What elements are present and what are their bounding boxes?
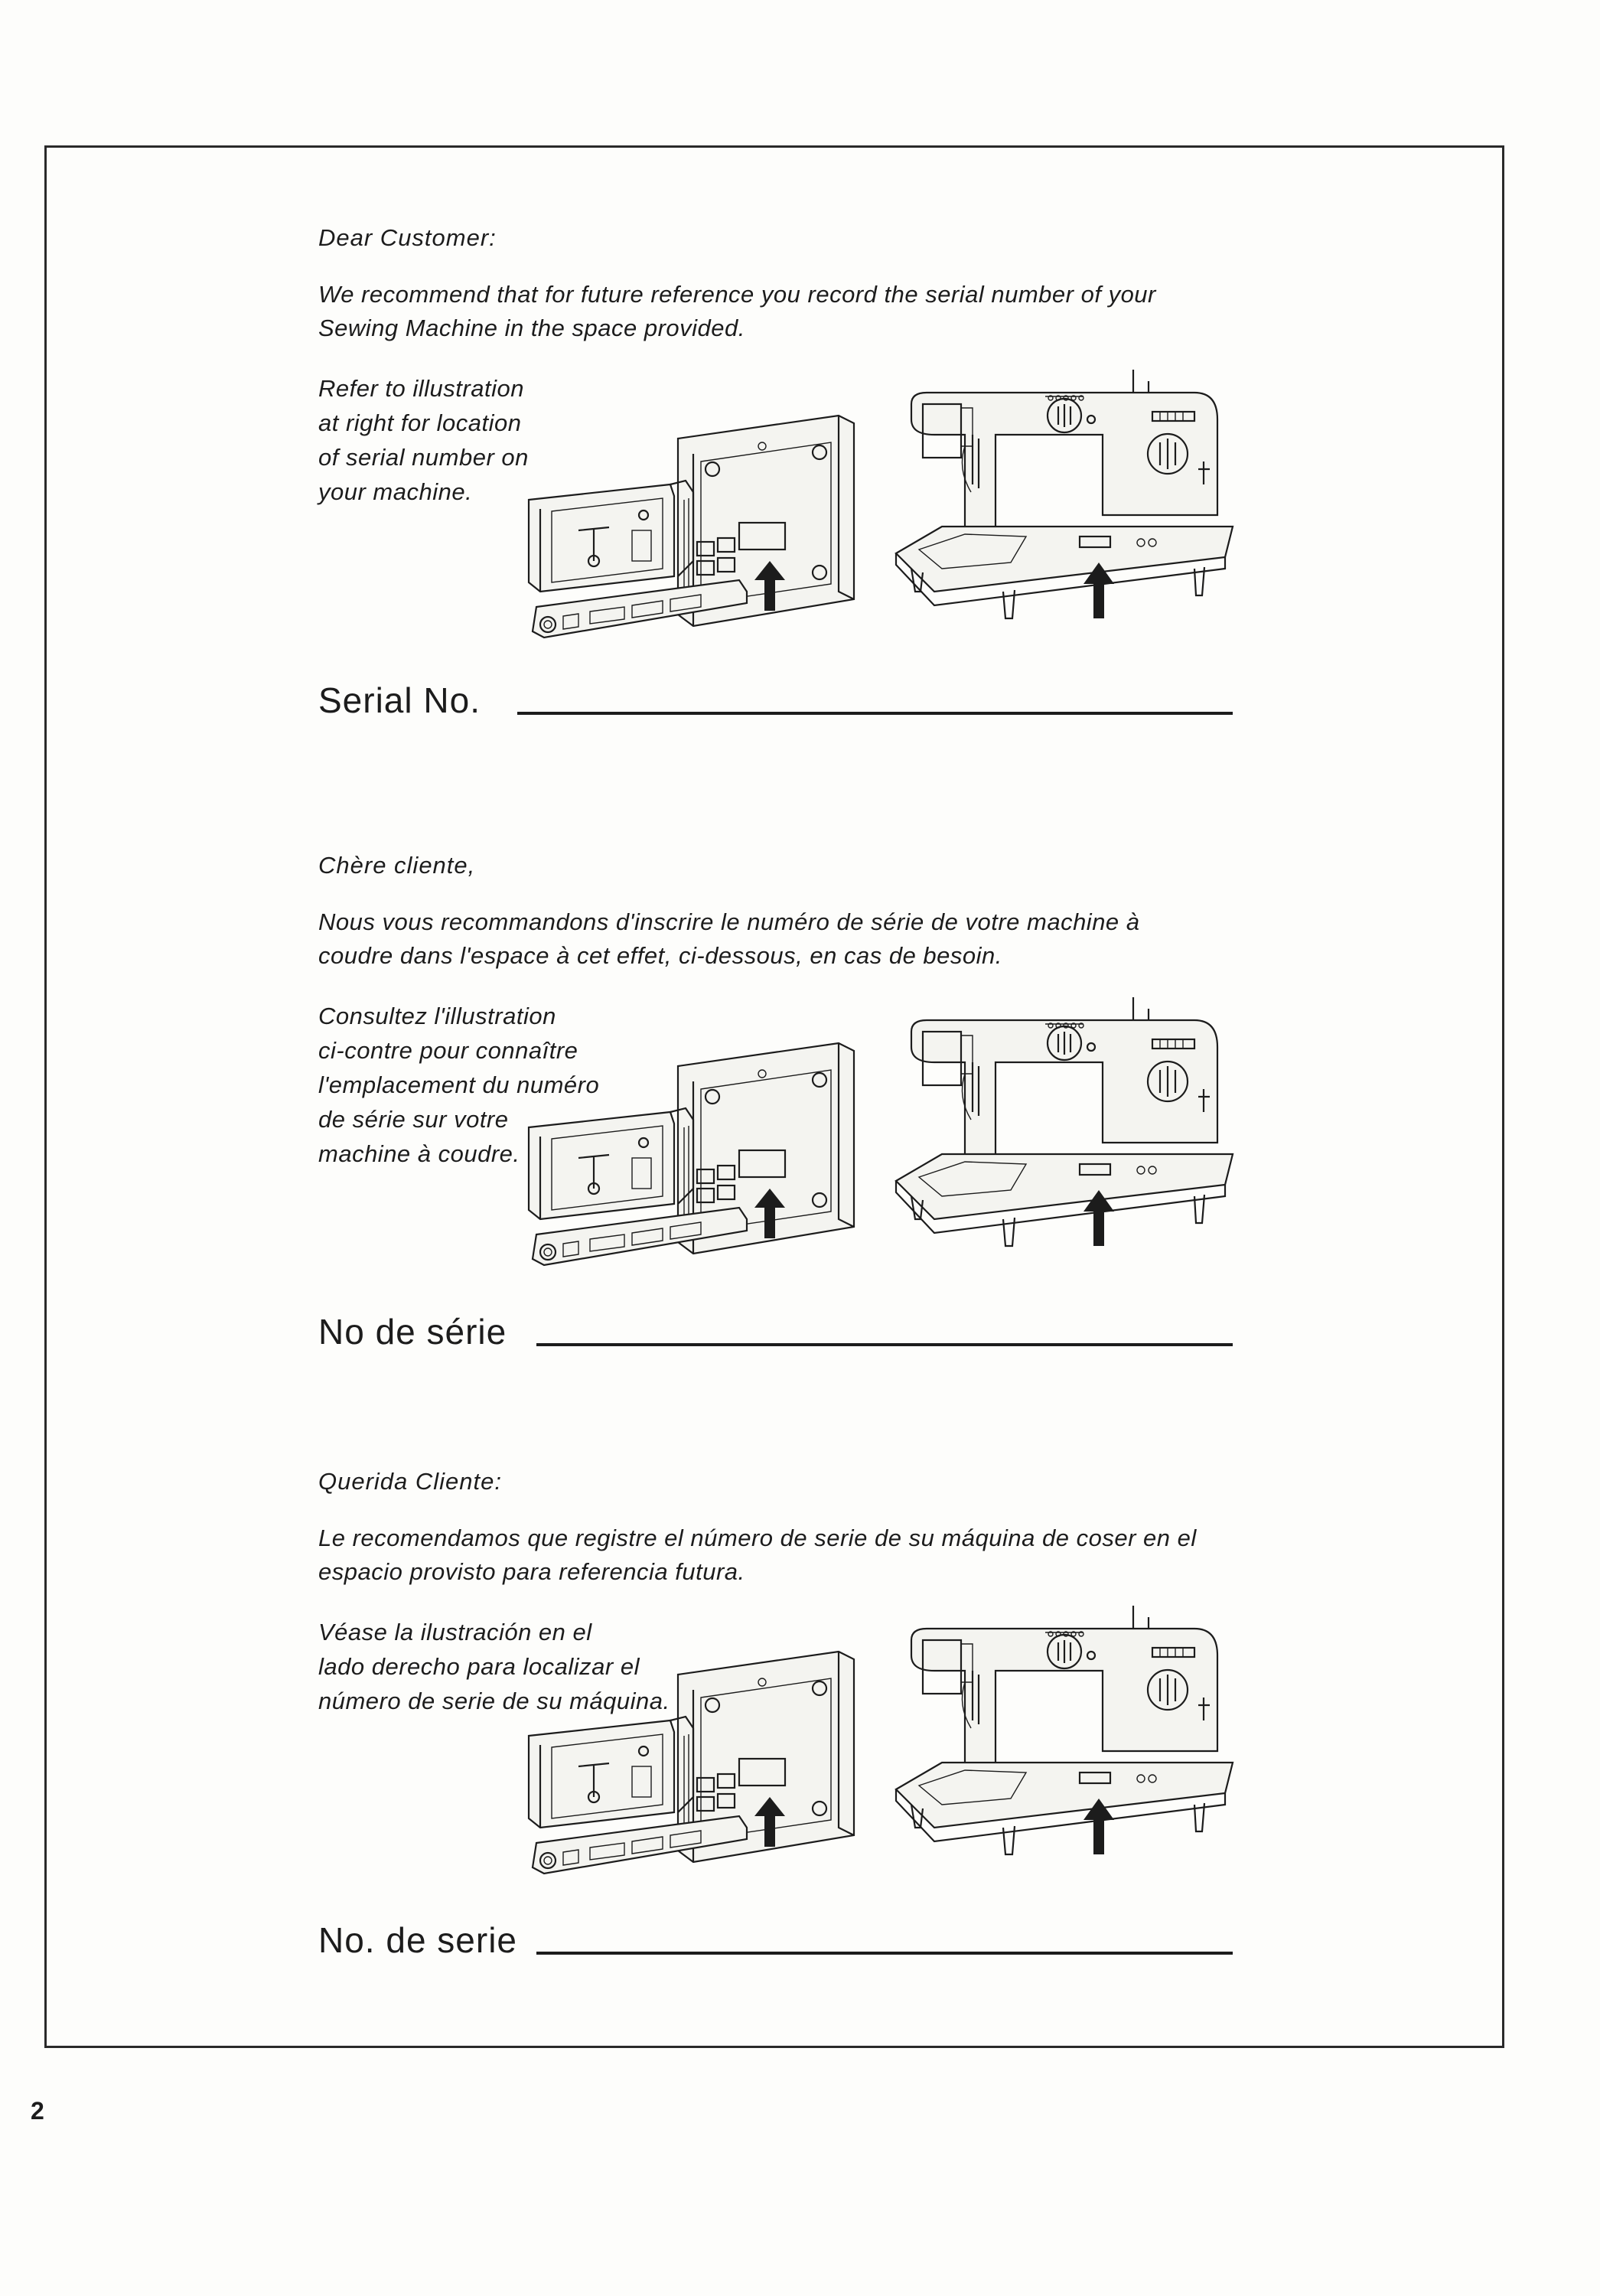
serial-number-label: No de série [318, 1312, 507, 1352]
refer-line: of serial number on [318, 444, 529, 471]
sewing-machine-illustration [888, 1598, 1248, 1881]
refer-line: ci-contre pour connaître [318, 1037, 578, 1064]
serial-number-label: Serial No. [318, 680, 481, 720]
greeting-spanish: Querida Cliente: [318, 1468, 503, 1495]
sewing-machine-illustration [888, 362, 1248, 645]
page-number: 2 [31, 2097, 44, 2125]
refer-line: Consultez l'illustration [318, 1003, 556, 1029]
refer-line: l'emplacement du numéro [318, 1071, 600, 1098]
greeting-english: Dear Customer: [318, 224, 497, 251]
serial-number-line[interactable] [517, 712, 1233, 715]
machine-base-illustration [517, 1644, 915, 1896]
refer-line: de série sur votre [318, 1106, 509, 1133]
registration-frame [44, 145, 1504, 2048]
serial-number-label: No. de serie [318, 1920, 518, 1960]
refer-line: machine à coudre. [318, 1140, 520, 1167]
serial-number-line[interactable] [536, 1952, 1233, 1955]
machine-base-illustration [517, 408, 915, 660]
serial-number-line[interactable] [536, 1343, 1233, 1346]
machine-base-illustration [517, 1035, 915, 1288]
body-text-spanish: Le recomendamos que registre el número de serie de su máquina de coser en el espacio provisto para referencia futura. [318, 1525, 1197, 1585]
refer-line: Véase la ilustración en el [318, 1619, 592, 1645]
greeting-french: Chère cliente, [318, 852, 476, 879]
refer-line: lado derecho para localizar el [318, 1653, 640, 1680]
sewing-machine-illustration [888, 990, 1248, 1273]
refer-line: número de serie de su máquina. [318, 1688, 670, 1714]
refer-line: Refer to illustration [318, 375, 524, 402]
refer-text-english [318, 371, 529, 509]
body-text-english: We recommend that for future reference you record the serial number of your Sewing Machine in the space provided. [318, 281, 1156, 341]
refer-line: at right for location [318, 409, 522, 436]
refer-line: your machine. [318, 478, 473, 505]
body-text-french: Nous vous recommandons d'inscrire le numéro de série de votre machine à coudre dans l'espace à cet effet, ci-dessous, en cas de besoin. [318, 908, 1140, 969]
